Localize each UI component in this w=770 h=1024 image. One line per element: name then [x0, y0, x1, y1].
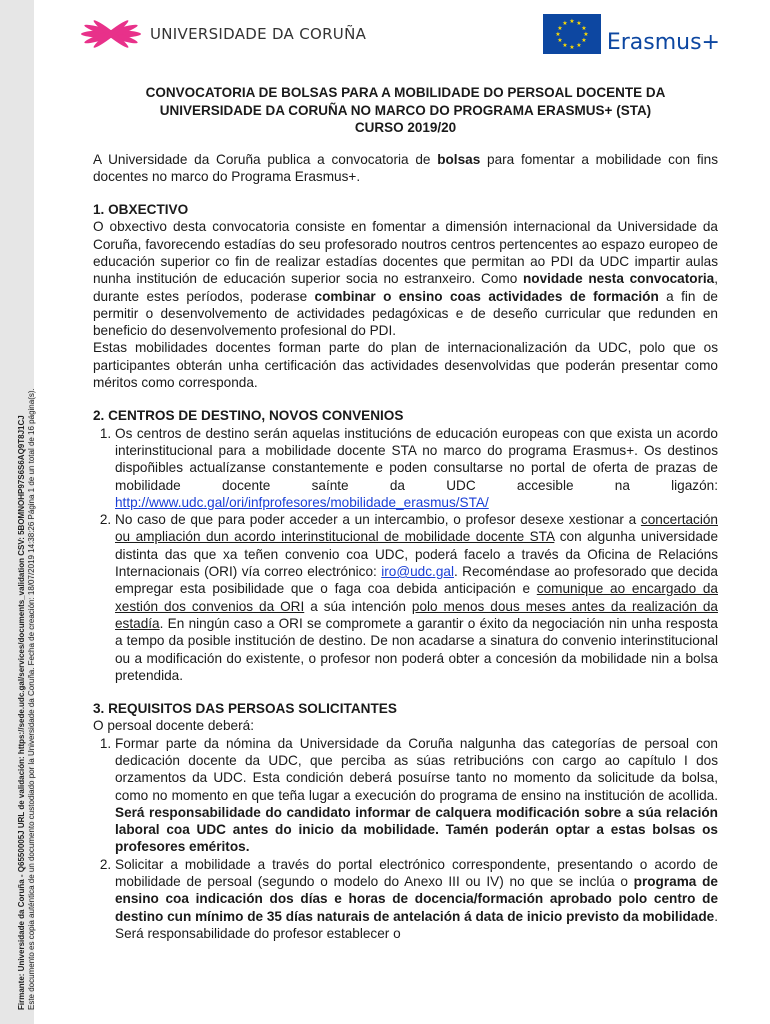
svg-text:★: ★: [569, 18, 575, 25]
section-3-item-2: 2. Solicitar a mobilidade a través do portal electrónico correspondente, presentando o acordo de mobilidade de persoal (segundo o modelo do Anexo III ou IV) no que se inclúa o programa de ensino coa indicación dos días e horas de docencia/formación aprobado polo centro de destino cun mínimo de 35 días naturais de antelación á data de inicio previsto da mobilidade. Será responsabilidade do profesor establecer o: [115, 856, 718, 942]
svg-text:★: ★: [576, 42, 582, 49]
validation-line-2: Este documento es copia auténtica de un documento custodiado por la Universidade da Coruña. Fecha de creación: 18/07/2019 14:38:26 Página 1 de un total de 16 página(s).: [27, 388, 36, 1010]
udc-name: UNIVERSIDADE DA CORUÑA: [150, 25, 367, 43]
section-3-list: [93, 735, 718, 943]
section-2-item-1: 1. Os centros de destino serán aquelas institucións de educación europeas con que exista un acordo interinstitucional para a mobilidade docente STA no marco do programa Erasmus+. Os destinos dispoñibles actualízanse constantemente e poden consultarse no portal de oferta de prazas de mobilidade docente saínte da UDC accesible na ligazón: http://www.udc.gal/ori/infprofesores/mobilidade_erasmus/STA/: [115, 425, 718, 511]
document-header: [80, 12, 720, 62]
section-2-item-2: 2. No caso de que para poder acceder a un intercambio, o profesor desexe xestionar a concertación ou ampliación dun acordo interinstitucional de mobilidade docente STA con algunha universidade distinta das que xa teñen convenio coa UDC, poderá facelo a través da Oficina de Relacións Internacionais (ORI) vía correo electrónico: iro@udc.gal. Recoméndase ao profesorado que decida empregar esta posibilidade que o faga coa debida anticipación e comunique ao encargado da xestión dos convenios da ORI a súa intención polo menos dous meses antes da realización da estadía. En ningún caso a ORI se compromete a garantir o éxito da negociación nin unha resposta a tempo da posible institución de destino. De non acadarse a sinatura do convenio interinstitucional ou a modificación do existente, o profesor non poderá obter a concesión da mobilidade nin a bolsa pretendida.: [115, 511, 718, 684]
svg-text:★: ★: [555, 31, 561, 38]
erasmus-name: Erasmus+: [606, 30, 720, 55]
svg-text:★: ★: [557, 37, 563, 44]
validation-line-1: Firmante: Universidade da Coruña - Q6550005J URL de validación: https://sede.udc.gal/services/documents_validation CSV: 5BOMNOHP97S6S6AQ9T8J1CJ: [17, 415, 26, 1010]
document-body: [93, 84, 718, 942]
section-2-list: [93, 425, 718, 684]
eu-flag-icon: [543, 14, 601, 54]
section-1-paragraph-1: O obxectivo desta convocatoria consiste en fomentar a dimensión internacional da Universidade da Coruña, favorecendo estadías do seu profesorado noutros centros pertencentes ao espazo europeo de educación superior co fin de realizar estadías docentes que permitan ao PDI da UDC impartir aulas nunha institución de educación superior socia no estranxeiro. Como novidade nesta convocatoria, durante estes períodos, poderase combinar o ensino coas actividades de formación a fin de permitir o desenvolvemento de actividades pedagóxicas e de deseño curricular que redunden en beneficio do desenvolvemento profesional do PDI.: [93, 219, 718, 339]
udc-logo: [80, 18, 366, 50]
svg-text:★: ★: [562, 20, 568, 27]
section-3-lead: O persoal docente deberá:: [93, 718, 254, 734]
section-3-heading: 3. REQUISITOS DAS PERSOAS SOLICITANTES: [93, 701, 397, 717]
title-line-3: CURSO 2019/20: [354, 120, 457, 135]
udc-emblem-icon: [80, 18, 142, 50]
section-2-heading: 2. CENTROS DE DESTINO, NOVOS CONVENIOS: [93, 408, 404, 424]
intro-paragraph: A Universidade da Coruña publica a convocatoria de bolsas para fomentar a mobilidade con fins docentes no marco do Programa Erasmus+.: [93, 151, 718, 184]
section-1-paragraph-2: Estas mobilidades docentes forman parte do plan de internacionalización da UDC, polo que os participantes obterán unha certificación das actividades desenvolvidas que poderán presentar como méritos como corresponda.: [93, 340, 718, 391]
section-3-item-1: 1. Formar parte da nómina da Universidade da Coruña nalgunha das categorías de persoal con dedicación docente da UDC, que perciba as súas retribucións con cargo ao capítulo I dos orzamentos da UDC. Esta condición deberá posuírse tanto no momento da solicitude da bolsa, como no momento en que teña lugar a execución do programa de ensino na institución de acollida. Será responsabilidade do candidato informar de calquera modificación sobre a súa relación laboral coa UDC antes do inicio da mobilidade. Tamén poderán optar a estas bolsas os profesores eméritos.: [115, 735, 718, 856]
validation-sidebar: [0, 0, 34, 1024]
erasmus-logo: [543, 14, 720, 54]
svg-text:★: ★: [583, 31, 589, 38]
svg-text:★: ★: [557, 25, 563, 32]
section-1-heading: 1. OBXECTIVO: [93, 202, 189, 218]
validation-text: [17, 388, 37, 1010]
svg-text:★: ★: [581, 37, 587, 44]
svg-text:★: ★: [581, 25, 587, 32]
svg-text:★: ★: [569, 44, 575, 51]
svg-text:★: ★: [562, 42, 568, 49]
sta-portal-link[interactable]: http://www.udc.gal/ori/infprofesores/mobilidade_erasmus/STA/: [115, 494, 489, 510]
title-line-1: CONVOCATORIA DE BOLSAS PARA A MOBILIDADE DO PERSOAL DOCENTE DA: [145, 85, 666, 100]
document-title: [93, 84, 718, 137]
svg-text:★: ★: [576, 20, 582, 27]
title-line-2: UNIVERSIDADE DA CORUÑA NO MARCO DO PROGRAMA ERASMUS+ (STA): [159, 102, 652, 118]
ori-email-link[interactable]: iro@udc.gal: [381, 564, 454, 580]
